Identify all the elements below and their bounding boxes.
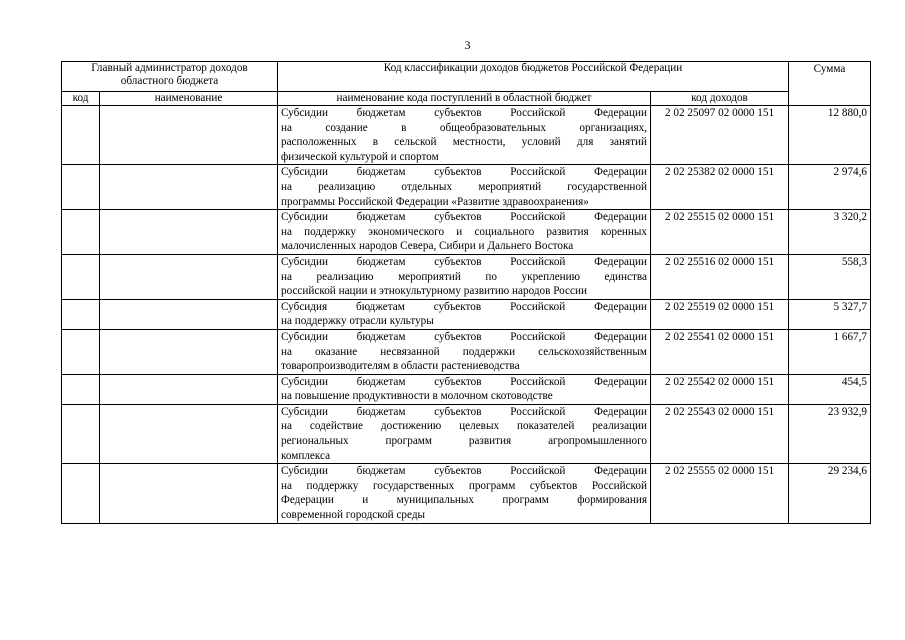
income-name-line: Субсидии бюджетам субъектов Российской Федерации	[281, 330, 647, 343]
income-name-line: на поддержку отрасли культуры	[281, 315, 434, 328]
table-header	[62, 62, 871, 106]
income-name-cell	[278, 464, 651, 523]
admin-name-cell	[100, 329, 278, 374]
amount-cell: 12 880,0	[789, 106, 871, 165]
income-name-line: Субсидия бюджетам субъектов Российской Федерации	[281, 300, 647, 313]
income-name-line: малочисленных народов Севера, Сибири и Дальнего Востока	[281, 240, 574, 253]
table-row	[62, 165, 871, 210]
income-name-line: товаропроизводителям в области растениеводства	[281, 360, 520, 373]
income-name-line: на реализацию отдельных мероприятий государственной	[281, 180, 647, 193]
header-admin-name: наименование	[100, 92, 278, 106]
income-name-cell	[278, 374, 651, 404]
income-name-cell	[278, 210, 651, 255]
amount-cell: 29 234,6	[789, 464, 871, 523]
admin-name-cell	[100, 165, 278, 210]
income-name-line: Федерации и муниципальных программ формирования	[281, 494, 647, 507]
amount-cell: 454,5	[789, 374, 871, 404]
admin-name-cell	[100, 404, 278, 463]
table-row	[62, 374, 871, 404]
admin-code-cell	[62, 374, 100, 404]
page-number: 3	[464, 38, 471, 52]
income-name-line: Субсидии бюджетам субъектов Российской Федерации	[281, 255, 647, 268]
income-name-line: на создание в общеобразовательных организациях,	[281, 121, 647, 134]
income-name-line: Субсидии бюджетам субъектов Российской Федерации	[281, 405, 647, 418]
income-name-line: комплекса	[281, 449, 331, 462]
income-name-line: Субсидии бюджетам субъектов Российской Федерации	[281, 465, 647, 478]
admin-name-cell	[100, 464, 278, 523]
header-income-name: наименование кода поступлений в областной бюджет	[278, 92, 651, 106]
admin-name-cell	[100, 374, 278, 404]
income-code-cell: 2 02 25555 02 0000 151	[651, 464, 789, 523]
income-name-line: на поддержку государственных программ субъектов Российской	[281, 479, 647, 492]
income-name-line: современной городской среды	[281, 509, 426, 522]
income-name-line: Субсидии бюджетам субъектов Российской Федерации	[281, 107, 647, 119]
admin-code-cell	[62, 165, 100, 210]
income-code-cell: 2 02 25382 02 0000 151	[651, 165, 789, 210]
amount-cell: 3 320,2	[789, 210, 871, 255]
income-code-cell: 2 02 25543 02 0000 151	[651, 404, 789, 463]
admin-code-cell	[62, 254, 100, 299]
table-row	[62, 106, 871, 165]
amount-cell: 5 327,7	[789, 299, 871, 329]
income-name-cell	[278, 329, 651, 374]
header-admin-group: Главный администратор доходов областного бюджета	[62, 62, 278, 92]
admin-code-cell	[62, 404, 100, 463]
income-name-line: российской нации и этнокультурному развитию народов России	[281, 285, 587, 298]
header-income-code: код доходов	[651, 92, 789, 106]
admin-name-cell	[100, 106, 278, 165]
income-code-cell: 2 02 25515 02 0000 151	[651, 210, 789, 255]
income-name-line: Субсидии бюджетам субъектов Российской Федерации	[281, 375, 647, 388]
income-name-line: региональных программ развития агропромышленного	[281, 435, 647, 448]
header-sum: Сумма	[789, 62, 871, 106]
admin-code-cell	[62, 299, 100, 329]
amount-cell: 2 974,6	[789, 165, 871, 210]
admin-code-cell	[62, 210, 100, 255]
income-name-cell	[278, 254, 651, 299]
amount-cell: 558,3	[789, 254, 871, 299]
income-name-line: на оказание несвязанной поддержки сельскохозяйственным	[281, 345, 647, 358]
income-name-line: расположенных в сельской местности, условий для занятий	[281, 136, 647, 149]
income-code-cell: 2 02 25516 02 0000 151	[651, 254, 789, 299]
table-row	[62, 464, 871, 523]
income-name-line: Субсидии бюджетам субъектов Российской Федерации	[281, 211, 647, 224]
admin-code-cell	[62, 464, 100, 523]
table-row	[62, 210, 871, 255]
income-name-cell	[278, 165, 651, 210]
income-name-line: на содействие достижению целевых показателей реализации	[281, 420, 647, 433]
income-code-cell: 2 02 25542 02 0000 151	[651, 374, 789, 404]
income-name-cell	[278, 404, 651, 463]
header-classification-group: Код классификации доходов бюджетов Российской Федерации	[278, 62, 789, 92]
admin-name-cell	[100, 254, 278, 299]
income-code-cell: 2 02 25519 02 0000 151	[651, 299, 789, 329]
income-name-line: программы Российской Федерации «Развитие здравоохранения»	[281, 195, 589, 208]
income-table	[61, 61, 871, 524]
income-name-cell	[278, 299, 651, 329]
income-name-cell	[278, 106, 651, 165]
table-row	[62, 404, 871, 463]
admin-code-cell	[62, 329, 100, 374]
table-body	[62, 106, 871, 524]
income-name-line: на реализацию мероприятий по укреплению единства	[281, 270, 647, 283]
table-row	[62, 299, 871, 329]
header-admin-code: код	[62, 92, 100, 106]
admin-code-cell	[62, 106, 100, 165]
table-row	[62, 329, 871, 374]
income-code-cell: 2 02 25541 02 0000 151	[651, 329, 789, 374]
income-code-cell: 2 02 25097 02 0000 151	[651, 106, 789, 165]
income-name-line: на поддержку экономического и социального развития коренных	[281, 225, 647, 238]
table-row	[62, 254, 871, 299]
admin-name-cell	[100, 210, 278, 255]
amount-cell: 23 932,9	[789, 404, 871, 463]
admin-name-cell	[100, 299, 278, 329]
income-name-line: на повышение продуктивности в молочном скотоводстве	[281, 390, 553, 403]
income-name-line: физической культурой и спортом	[281, 150, 439, 163]
amount-cell: 1 667,7	[789, 329, 871, 374]
income-name-line: Субсидии бюджетам субъектов Российской Федерации	[281, 166, 647, 179]
